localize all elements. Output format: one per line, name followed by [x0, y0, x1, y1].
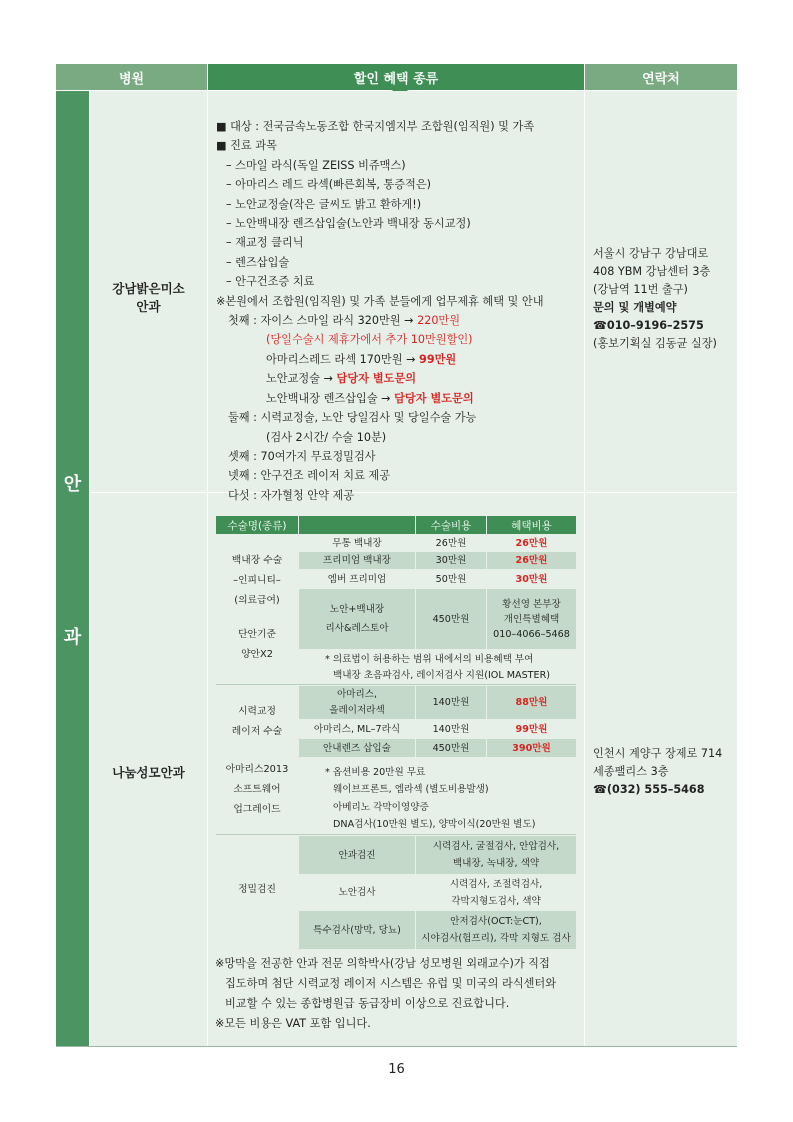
benefit-line: ■ 대상 : 전국금속노동조합 한국지엠지부 조합원(임직원) 및 가족	[216, 120, 535, 133]
cataract-cost: 30만원	[416, 552, 486, 569]
divider	[584, 91, 585, 1046]
inner-header-cost: 수술비용	[416, 516, 486, 534]
hospital-name-nanum: 나눔성모안과	[112, 765, 185, 780]
first-prefix: 첫째 : 자이스 스마일 라식 320만원 →	[228, 314, 418, 328]
benefit-line: – 스마일 라식(독일 ZEISS 비쥬맥스)	[226, 158, 406, 172]
exam-desc-line: 시력검사, 굴절검사, 안압검사,	[432, 841, 560, 852]
cataract-cost: 50만원	[416, 570, 486, 588]
presby-benefit-line: 010–4066–5468	[493, 628, 570, 640]
laser-label-line: 레이저 수술	[231, 726, 283, 737]
presby-cost: 450만원	[416, 589, 486, 649]
benefit-first	[216, 311, 544, 330]
inner-header-benefit: 혜택비용	[487, 516, 576, 534]
divider	[207, 91, 208, 1046]
upgrade-label	[216, 760, 298, 820]
benefit-cataract	[216, 389, 544, 408]
contact-address: 서울시 강남구 강남대로	[593, 247, 709, 260]
exam-desc	[416, 875, 576, 910]
benefit-line: – 노안백내장 렌즈삽입술(노안과 백내장 동시교정)	[226, 217, 471, 231]
cataract-label-line: 백내장 수술	[231, 555, 283, 566]
cataract-benefit: 26만원	[487, 535, 576, 551]
laser-item	[299, 686, 415, 719]
upgrade-label-line: 업그레이드	[233, 804, 281, 815]
presby-prefix: 노안교정술 →	[266, 372, 337, 386]
contact-address: (강남역 11번 출구)	[593, 283, 688, 296]
category-strip	[56, 91, 89, 1046]
inner-header-blank	[299, 516, 415, 534]
exam-desc	[416, 911, 576, 949]
laser-item-line: 올레이저라섹	[329, 705, 385, 716]
exam-desc	[416, 836, 576, 874]
contact-address: 인천시 계양구 장제로 714	[593, 747, 723, 760]
hospital-name-gangnam	[90, 280, 207, 316]
cataract-note: * 의료법이 허용하는 범위 내에서의 비용혜택 부여	[325, 654, 534, 665]
amaris-price: 99만원	[419, 352, 457, 366]
laser-benefit: 88만원	[487, 686, 576, 719]
cataract-benefit: 30만원	[487, 570, 576, 588]
cataract-prefix: 노안백내장 렌즈삽입술 →	[266, 391, 395, 405]
contact-inquiry: 문의 및 개별예약	[593, 301, 677, 314]
hospital-name-line1: 강남밝은미소	[112, 281, 185, 296]
laser-item-line: 아마리스,	[336, 689, 378, 700]
upgrade-label-line: 아마리스2013	[225, 764, 289, 775]
laser-notes	[325, 764, 535, 834]
laser-note: * 옵션비용 20만원 무료	[325, 767, 426, 778]
amaris-prefix: 아마리스레드 라섹 170만원 →	[266, 352, 420, 366]
laser-item: 안내렌즈 삽입술	[299, 739, 415, 757]
exam-item: 특수검사(망막, 당뇨)	[299, 911, 415, 949]
cataract-benefit: 26만원	[487, 552, 576, 569]
exam-desc-line: 시야검사(험프리), 각막 지형도 검사	[421, 933, 571, 944]
exam-desc-line: 안저검사(OCT:눈CT),	[450, 916, 542, 927]
laser-note: 아베리노 각막이영양증	[333, 801, 429, 813]
cataract-item: 무통 백내장	[299, 535, 415, 551]
gangnam-contact	[593, 245, 735, 353]
benefit-line: ※본원에서 조합원(임직원) 및 가족 분들에게 업무제휴 혜택 및 안내	[216, 294, 544, 308]
exam-label: 정밀검진	[238, 884, 276, 895]
exam-desc-line: 시력검사, 조절력검사,	[449, 878, 543, 890]
cataract-label-line: 양안X2	[241, 649, 273, 660]
cataract-label-line: 단안기준	[238, 629, 276, 640]
benefit-fifth: 다섯 : 자가혈청 안약 제공	[228, 488, 355, 502]
cataract-label	[216, 551, 298, 665]
first-price: 220만원	[417, 314, 461, 328]
contact-phone: ☎010–9196–2575	[593, 319, 704, 332]
nanum-contact	[593, 745, 735, 799]
cataract-label-gap	[216, 611, 298, 625]
cataract-label-line: (의료급여)	[234, 595, 280, 606]
presby-benefit-line: 황선영 본부장	[502, 598, 561, 610]
gangnam-benefit-list	[216, 117, 544, 505]
cataract-item: 프리미엄 백내장	[299, 552, 415, 569]
presby-item	[299, 589, 415, 649]
presby-benefit-line: 개인특별혜택	[503, 613, 560, 625]
contact-address: 세종팰리스 3층	[593, 765, 669, 778]
inner-separator	[216, 834, 576, 835]
laser-label	[216, 702, 298, 742]
benefit-amaris	[216, 350, 544, 369]
page-number: 16	[388, 1062, 405, 1077]
presby-item-line: 노안+백내장	[329, 604, 385, 615]
laser-label-line: 시력교정	[238, 706, 276, 717]
nanum-footnotes	[215, 954, 556, 1034]
laser-cost: 140만원	[416, 686, 486, 719]
category-char-2: 과	[63, 627, 82, 648]
laser-cost: 450만원	[416, 739, 486, 757]
benefit-line: – 렌즈삽입술	[226, 255, 290, 269]
exam-item: 노안검사	[299, 875, 415, 910]
benefit-fourth: 넷째 : 안구건조 레이저 치료 제공	[228, 469, 391, 483]
footnote-line: 비교할 수 있는 종합병원급 동급장비 이상으로 진료합니다.	[225, 997, 510, 1010]
contact-address: 408 YBM 강남센터 3층	[593, 265, 711, 278]
hospital-name-line2: 안과	[136, 299, 161, 314]
inner-header-name: 수술명(종류)	[216, 516, 298, 534]
presby-item-line: 리사&레스토아	[325, 623, 389, 634]
footnote-line: ※망막을 전공한 안과 전문 의학박사(강남 성모병원 외래교수)가 직접	[215, 957, 550, 970]
cataract-item: 엠버 프리미엄	[299, 570, 415, 588]
header-contact: 연락처	[585, 64, 737, 90]
contact-phone: ☎(032) 555–5468	[593, 783, 705, 796]
exam-item: 안과검진	[299, 836, 415, 874]
benefit-second: 둘째 : 시력교정술, 노안 당일검사 및 당일수술 가능	[228, 411, 477, 425]
benefit-presby	[216, 369, 544, 388]
laser-cost: 140만원	[416, 720, 486, 738]
bottom-rule	[56, 1046, 737, 1047]
benefit-line: – 재교정 클리닉	[226, 236, 304, 250]
category-char-1: 안	[63, 474, 82, 495]
benefit-line: – 안구건조증 치료	[226, 275, 315, 289]
cataract-label-line: –인피니티–	[233, 575, 281, 586]
cataract-note: 백내장 초음파검사, 레이저검사 지원(IOL MASTER)	[333, 670, 550, 681]
cataract-red: 담당자 별도문의	[394, 391, 474, 405]
presby-red: 담당자 별도문의	[336, 372, 417, 386]
laser-note: DNA검사(10만원 별도), 양막이식(20만원 별도)	[333, 819, 536, 831]
cataract-cost: 26만원	[416, 535, 486, 551]
upgrade-label-line: 소프트웨어	[233, 784, 281, 795]
footnote-line: ※모든 비용은 VAT 포함 입니다.	[215, 1017, 371, 1030]
header-hospital: 병원	[56, 64, 207, 90]
contact-person: (홍보기획실 김동균 실장)	[593, 337, 717, 350]
benefit-second-sub: (검사 2시간/ 수술 10분)	[266, 430, 387, 444]
footnote-line: 집도하며 첨단 시력교정 레이저 시스템은 유럽 및 미국의 라식센터와	[225, 977, 557, 990]
laser-note: 웨이브프론트, 엠라섹 (별도비용발생)	[333, 784, 489, 796]
laser-benefit: 99만원	[487, 720, 576, 738]
exam-desc-line: 백내장, 녹내장, 색약	[452, 858, 540, 869]
presby-benefit	[487, 589, 576, 649]
benefit-third: 셋째 : 70여가지 무료정밀검사	[228, 449, 376, 463]
first-note: (당일수술시 제휴가에서 추가 10만원할인)	[266, 333, 473, 347]
exam-desc-line: 각막지형도검사, 색약	[451, 895, 541, 907]
laser-item: 아마리스, ML–7라식	[299, 720, 415, 738]
benefit-line: ■ 진료 과목	[216, 139, 277, 153]
benefit-line: – 노안교정술(작은 글씨도 밝고 환하게!)	[226, 197, 422, 211]
header-benefit: 할인 혜택 종류	[208, 64, 584, 90]
laser-benefit: 390만원	[487, 739, 576, 757]
benefit-line: – 아마리스 레드 라섹(빠른회복, 통증적은)	[226, 178, 432, 192]
inner-separator	[216, 684, 576, 685]
